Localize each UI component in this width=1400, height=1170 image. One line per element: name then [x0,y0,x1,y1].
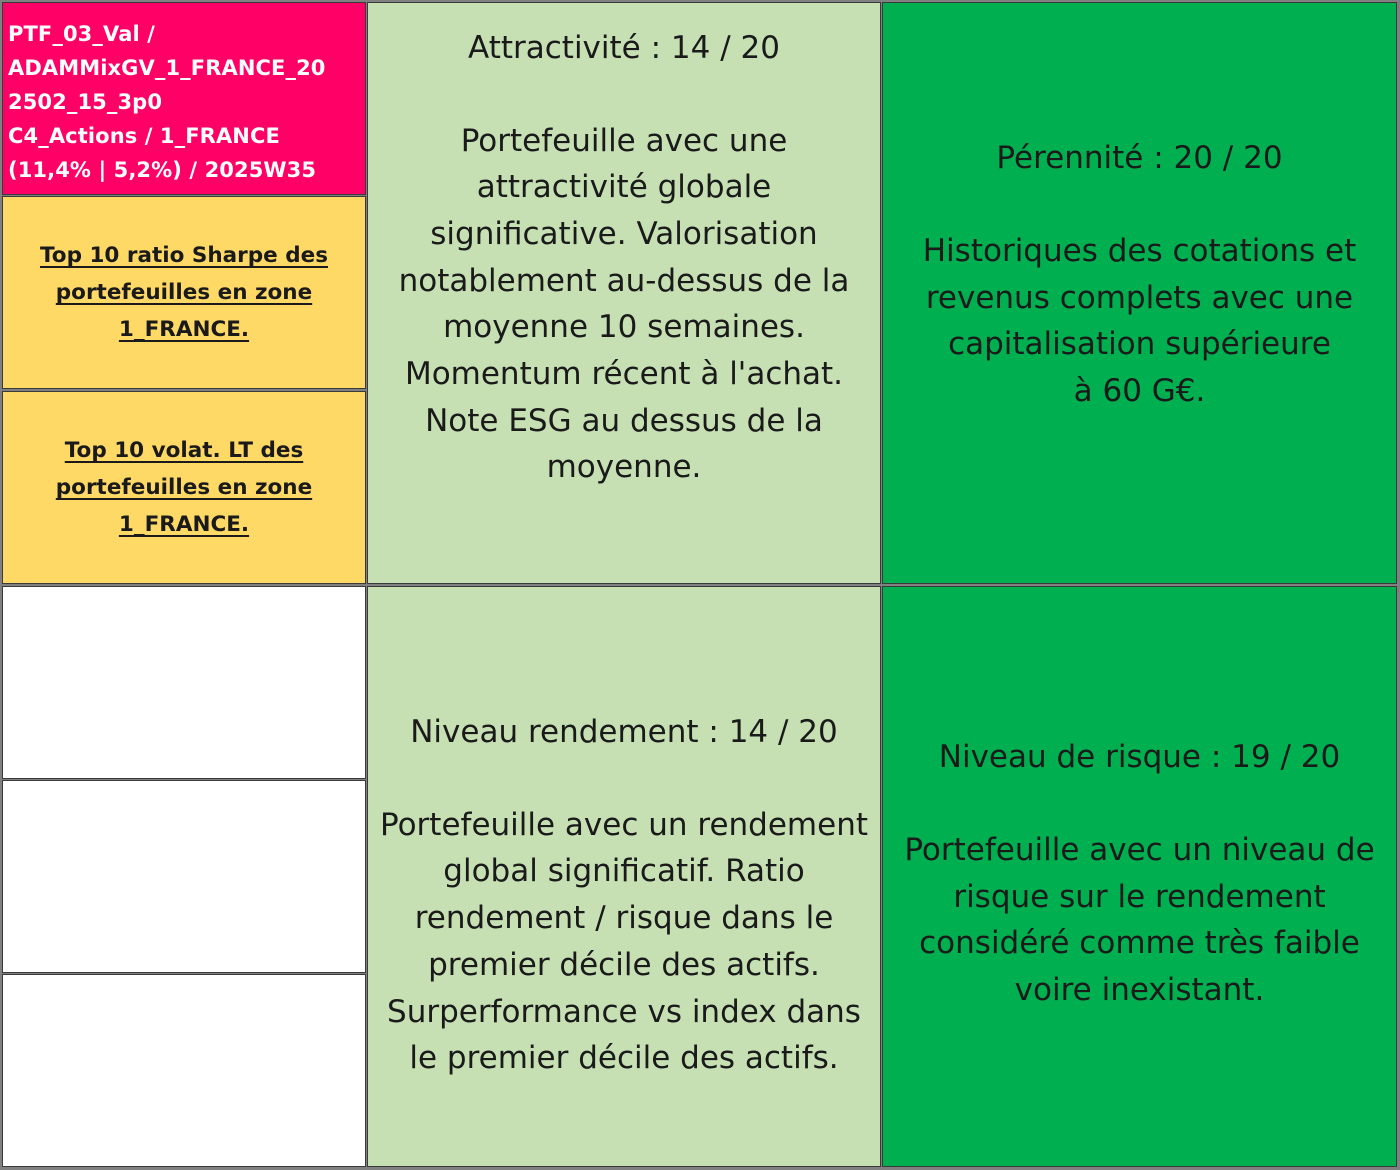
rendement-desc-line: Portefeuille avec un rendement [380,806,868,843]
perennite-description [919,228,1361,415]
top10-sharpe-link[interactable] [22,237,346,348]
perennite-desc-line: capitalisation supérieure [948,326,1331,363]
attractivite-desc-line: Momentum récent à l'achat. [404,356,844,393]
perennite-desc-line: revenus complets avec une [925,279,1354,316]
top10-volat-link[interactable] [38,432,330,543]
attractivite-title: Attractivité : 14 / 20 [468,29,780,66]
portfolio-id-line-3: 2502_15_3p0 [8,90,163,114]
perennite-cell [882,2,1397,584]
attractivite-desc-line: Portefeuille avec une [460,122,788,159]
perennite-title: Pérennité : 20 / 20 [996,140,1283,177]
attractivite-cell [367,2,881,584]
attractivite-desc-line: notablement au-dessus de la [398,262,850,299]
top10-volat-link-line-1: Top 10 volat. LT des [64,438,304,463]
attractivite-desc-line: significative. Valorisation [430,215,818,252]
portfolio-id-line-4: C4_Actions / 1_FRANCE [8,124,280,148]
top10-volat-link-line-2: portefeuilles en zone [55,475,313,500]
risque-title: Niveau de risque : 19 / 20 [938,739,1341,776]
top10-sharpe-link-line-2: portefeuilles en zone [55,280,313,305]
rendement-desc-line: rendement / risque dans le [414,900,834,937]
empty-cell-3 [2,974,366,1167]
risque-desc-line: risque sur le rendement [953,878,1326,915]
attractivite-description [395,118,854,492]
top10-volat-link-line-3: 1_FRANCE. [118,512,250,537]
attractivite-desc-line: moyenne. [546,449,702,486]
attractivite-desc-line: attractivité globale [476,169,772,206]
top10-sharpe-link-line-1: Top 10 ratio Sharpe des [39,243,328,268]
rendement-description [376,802,872,1082]
portfolio-id-cell [2,2,366,195]
perennite-desc-line: à 60 G€. [1073,373,1206,410]
rendement-desc-line: le premier décile des actifs. [409,1040,839,1077]
portfolio-id-line-1: PTF_03_Val / [8,22,155,46]
portfolio-id-line-5: (11,4% | 5,2%) / 2025W35 [8,158,317,182]
rendement-title: Niveau rendement : 14 / 20 [410,714,838,751]
attractivite-desc-line: moyenne 10 semaines. [443,309,805,346]
risque-desc-line: voire inexistant. [1014,972,1265,1009]
rendement-desc-line: premier décile des actifs. [428,946,820,983]
rendement-desc-line: global significatif. Ratio [443,853,805,890]
risque-description [900,827,1378,1014]
risque-desc-line: Portefeuille avec un niveau de [904,831,1375,868]
sharpe-link-cell [2,196,366,389]
attractivite-desc-line: Note ESG au dessus de la [425,402,823,439]
rendement-desc-line: Surperformance vs index dans [387,993,861,1030]
top10-sharpe-link-line-3: 1_FRANCE. [118,317,250,342]
empty-cell-2 [2,780,366,973]
risque-desc-line: considéré comme très faible [919,925,1360,962]
portfolio-id-line-2: ADAMMixGV_1_FRANCE_20 [8,56,326,80]
volat-link-cell [2,391,366,584]
empty-cell-1 [2,586,366,779]
risque-cell [882,586,1397,1167]
rendement-cell [367,586,881,1167]
perennite-desc-line: Historiques des cotations et [922,232,1357,269]
